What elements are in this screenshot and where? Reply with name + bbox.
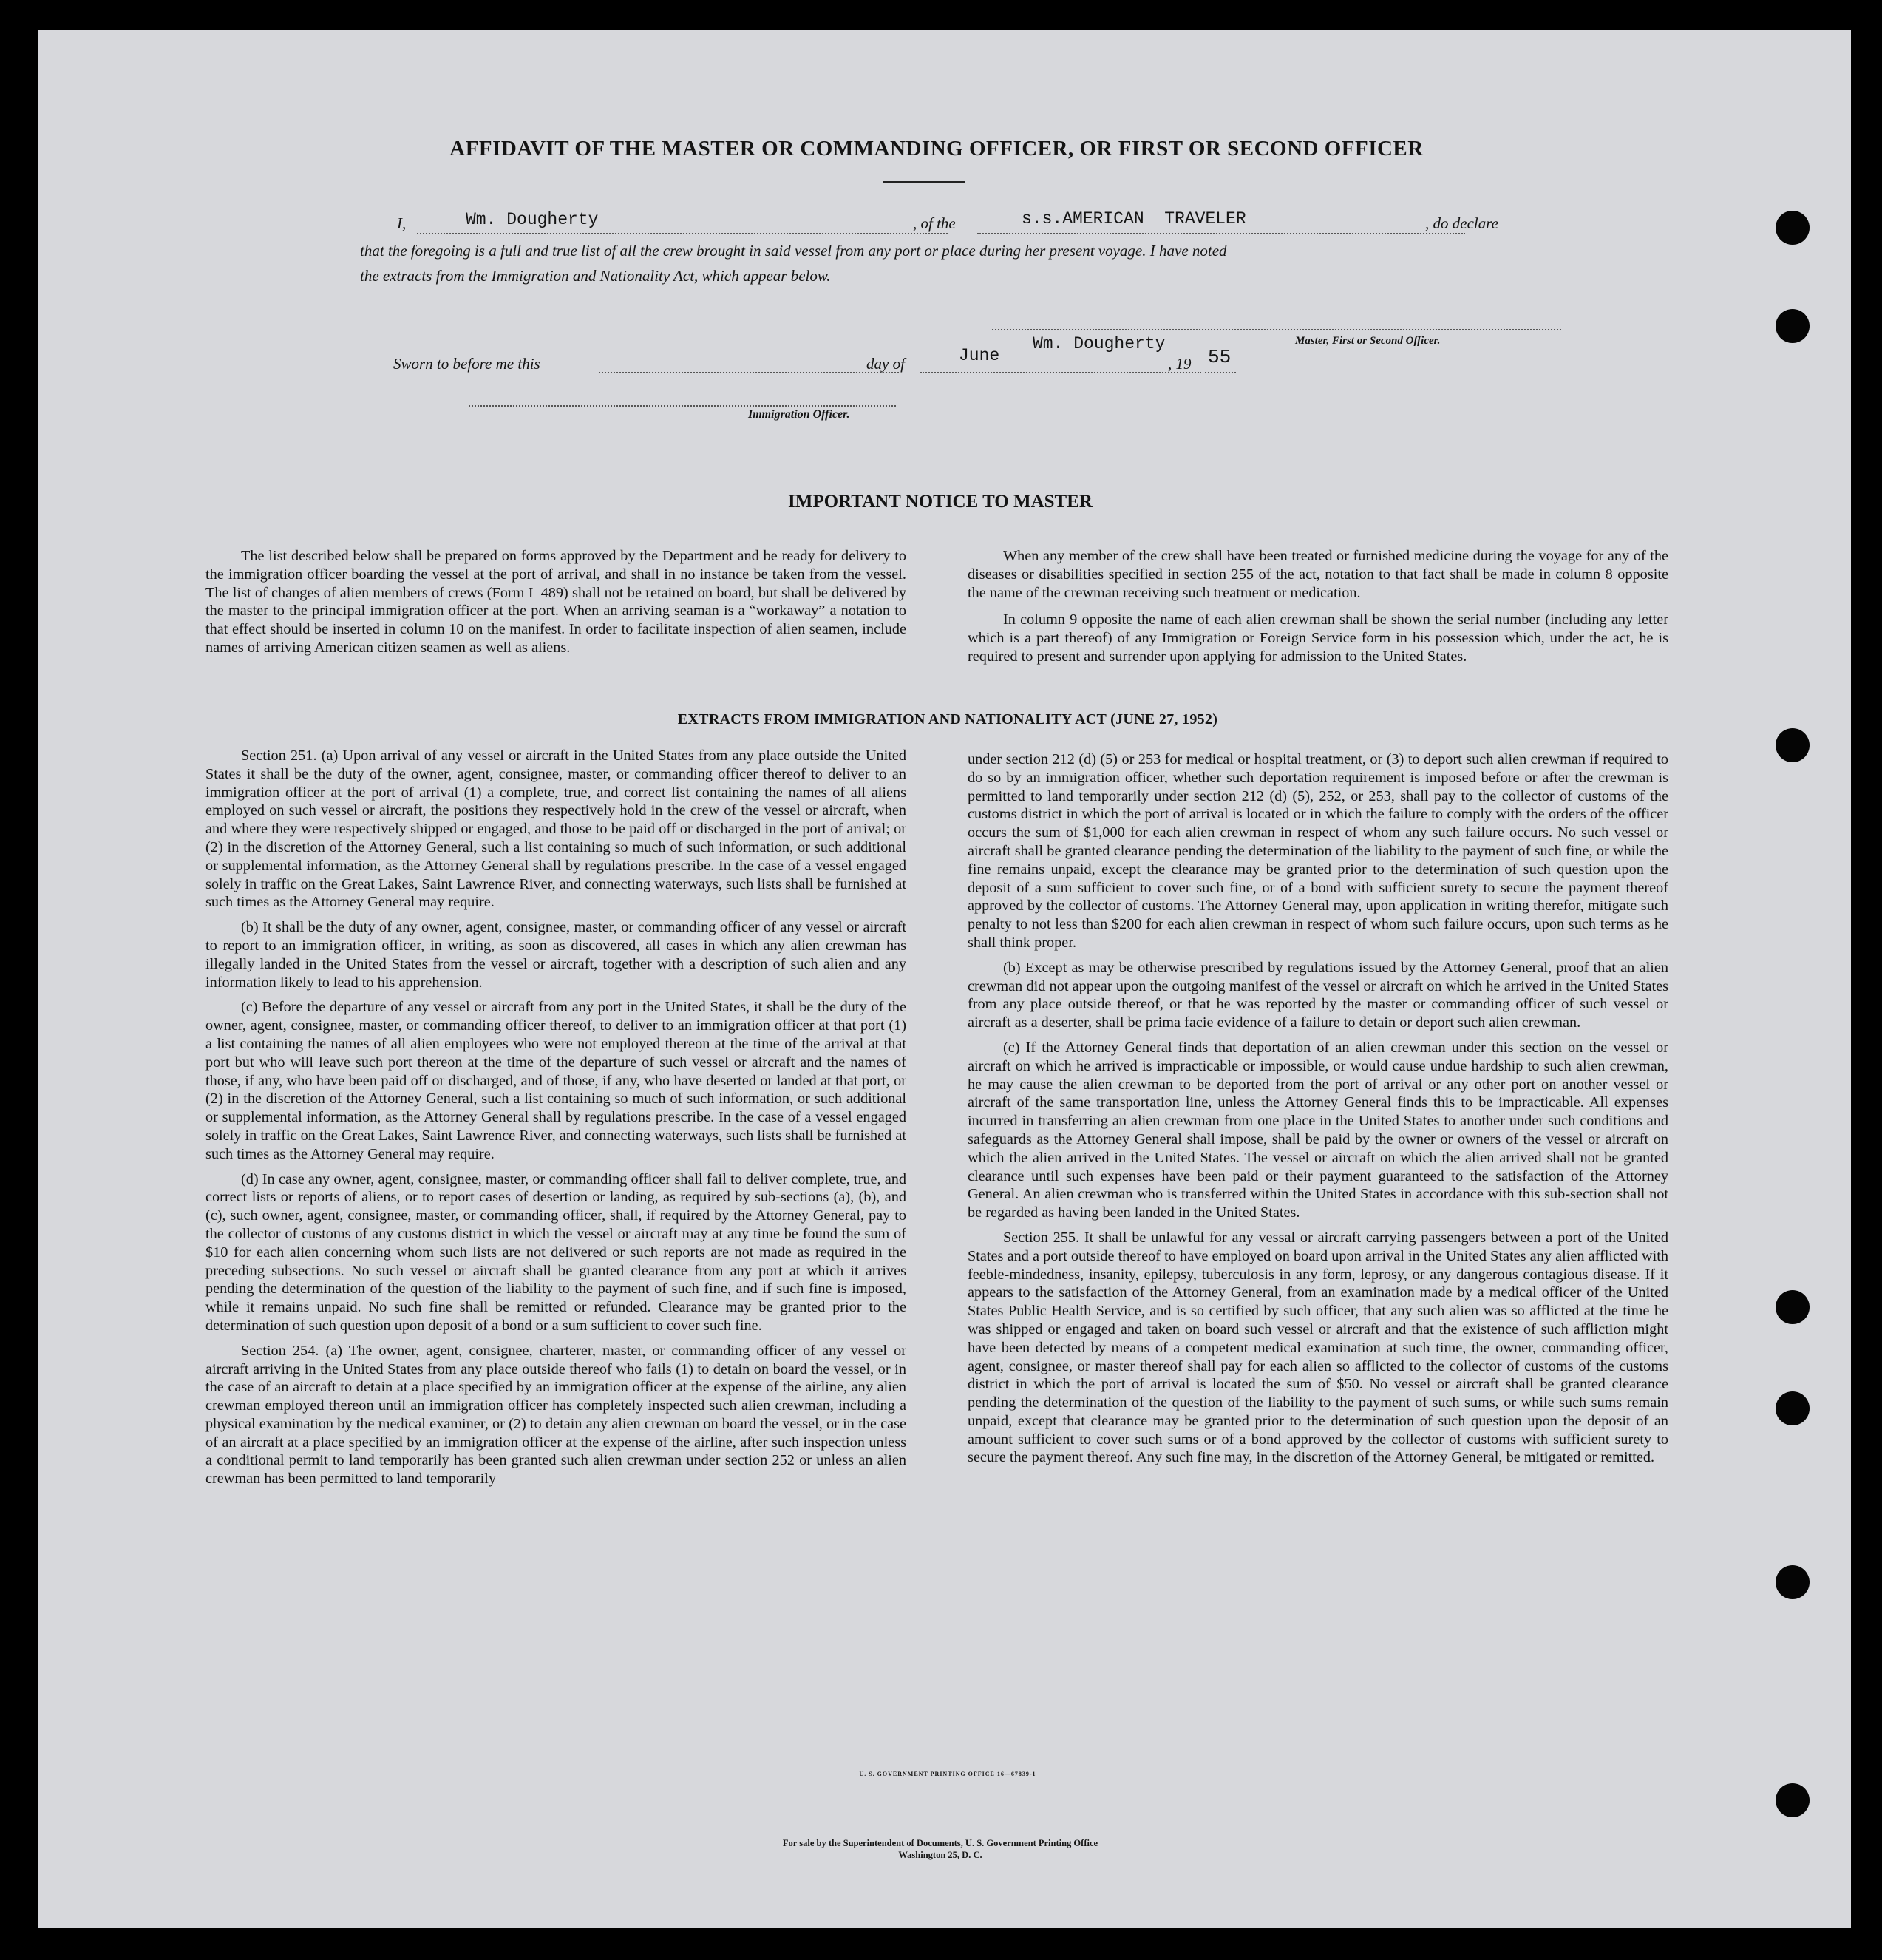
notice-title: IMPORTANT NOTICE TO MASTER xyxy=(788,492,1093,512)
sworn-day-field xyxy=(599,372,899,373)
section-251-d: (d) In case any owner, agent, consignee, master, or commanding officer shall fail to deliver complete, true, and correct lists or reports of aliens, or to report cases of desertion or landing, as required by sub-sections (a), (b), and (c), such owner, agent, consignee, master, or commanding officer, shall, if required by the Attorney General, pay to the collector of customs of any customs district in which the vessel or aircraft may at any time be found the sum of $10 for each alien concerning whom such lists are not delivered or such reports are not made as required in the preceding subsections. No such vessel or aircraft shall be granted clearance from any port at which it arrives pending the determination of the question of the liability to the payment of such fine, and if such fine is imposed, while it remains unpaid. No such fine shall be remitted or refunded. Clearance may be granted prior to the determination of such question upon deposit of a bond or a sum sufficient to cover such fine. xyxy=(205,1170,906,1334)
sale-line-1: For sale by the Superintendent of Documents, U. S. Government Printing Office xyxy=(782,1838,1098,1848)
immigration-officer-line xyxy=(469,405,896,407)
year-value: 55 xyxy=(1208,346,1232,368)
sale-notice xyxy=(38,1837,1842,1861)
officer-name-value: Wm. Dougherty xyxy=(466,210,599,229)
punch-hole xyxy=(1776,211,1810,245)
vessel-name-field xyxy=(977,233,1465,234)
section-254-c: (c) If the Attorney General finds that deportation of an alien crewman under this section on the vessel or aircraft on which he arrived is impracticable or impossible, or would cause undue hardship to such alien crewman, he may cause the alien crewman to be deported from the port of arrival or any other port on another vessel or aircraft of the same transportation line, unless the Attorney General finds this to be impracticable. All expenses incurred in transferring an alien crewman from one place in the United States to another under such conditions and safeguards as the Attorney General shall impose, shall be paid by the owner or owners of the vessel or aircraft on which the alien arrived in the United States. The vessel or aircraft on which the alien arrived shall not be granted clearance until such expenses have been paid or their payment guaranteed to the satisfaction of the Attorney General. An alien crewman who is transferred within the United States in accordance with this sub-section shall not be regarded as having been landed in the United States. xyxy=(968,1039,1668,1221)
notice-right-paragraph-1: When any member of the crew shall have been treated or furnished medicine during the voyage for any of the diseases or disabilities specified in section 255 of the act, notation to that fact shall be made in column 8 opposite the name of the crewman receiving such treatment or medication. xyxy=(968,548,1668,601)
section-251-a: Section 251. (a) Upon arrival of any vessel or aircraft in the United States from any place outside the United States it shall be the duty of the owner, agent, consignee, master, or commanding officer thereof to deliver to an immigration officer at the port of arrival (1) a complete, true, and correct list containing the names of all aliens employed on such vessel or aircraft, the positions they respectively hold in the crew of the vessel or aircraft, when and where they were respectively shipped or engaged, and those to be paid off or discharged in the port of arrival; or (2) in the discretion of the Attorney General, such a list containing so much of such information, or such additional or supplemental information, as the Attorney General shall by regulations prescribe. In the case of a vessel engaged solely in traffic on the Great Lakes, Saint Lawrence River, and connecting waterways, such lists shall be furnished at such times as the Attorney General may require. xyxy=(205,747,906,911)
vessel-name-value: s.s.AMERICAN TRAVELER xyxy=(1022,209,1246,228)
punch-hole xyxy=(1776,1565,1810,1599)
notice-right-paragraph-2: In column 9 opposite the name of each alien crewman shall be shown the serial number (including any letter which is a part thereof) of any Immigration or Foreign Service form in his possession which, under the act, he is required to present and surrender upon applying for admission to the United States. xyxy=(968,611,1668,665)
notice-left-paragraph: The list described below shall be prepared on forms approved by the Department and be ready for delivery to the immigration officer boarding the vessel at the port of arrival, and shall in no instance be taken from the vessel. The list of changes of alien members of crews (Form I–489) shall not be retained on board, but shall be delivered by the master to the principal immigration officer at the port. When an arriving seaman is a “workaway” a notation to that effect should be inserted in column 10 on the manifest. In order to facilitate inspection of alien seamen, include names of arriving American citizen seamen as well as aliens. xyxy=(205,548,906,656)
section-254-a-continued: under section 212 (d) (5) or 253 for medical or hospital treatment, or (3) to deport such alien crewman if required to do so by an immigration officer, whether such deportation requirement is imposed before or after the crewman is permitted to land temporarily under section 212 (d) (5), 252, or 253, shall pay to the collector of customs of the customs district in which the port of arrival is located or in which the failure to comply with the orders of the officer occurs the sum of $1,000 for each alien crewman in respect of whom any such failure occurs. No such vessel or aircraft shall be granted clearance pending the determination of the liability to the payment of such fine, or while the fine remains unpaid, except the clearance may be granted prior to the determination of such question upon the deposit of a sum sufficient to cover such fine, or of a bond with sufficient surety to secure the payment thereof approved by the collector of customs. The Attorney General may, upon application in writing therefor, mitigate such penalty to not less than $200 for each alien crewman in respect of whom such failure occurs, upon such terms as he shall think proper. xyxy=(968,751,1668,951)
extracts-left-column xyxy=(205,747,906,1495)
punch-hole xyxy=(1776,1783,1810,1817)
notice-left-column xyxy=(205,547,906,664)
month-field xyxy=(920,372,1201,373)
extracts-title: EXTRACTS FROM IMMIGRATION AND NATIONALITY ACT (JUNE 27, 1952) xyxy=(677,711,1218,728)
sale-line-2: Washington 25, D. C. xyxy=(898,1850,982,1860)
year-prefix: , 19 xyxy=(1168,355,1192,373)
affidavit-title: AFFIDAVIT OF THE MASTER OR COMMANDING OFFICER, OR FIRST OR SECOND OFFICER xyxy=(449,137,1424,160)
section-251-c: (c) Before the departure of any vessel or aircraft from any port in the United States, it shall be the duty of the owner, agent, consignee, master, or commanding officer thereof, to deliver to an immigration officer at that port (1) a list containing the names of all alien employees who were not employed thereon at the time of the arrival at that port but who will leave such port thereon at the time of the departure of such vessel or aircraft and the names of those, if any, who have been paid off or discharged, and of those, if any, who have deserted or landed at that port, or (2) in the discretion of the Attorney General, such a list containing so much of such information, or such additional or supplemental information, as the Attorney General shall by regulations prescribe. In the case of a vessel engaged solely in traffic on the Great Lakes, Saint Lawrence River, and connecting waterways, such lists shall be furnished at such times as the Attorney General may require. xyxy=(205,999,906,1162)
do-declare-label: , do declare xyxy=(1425,214,1498,232)
sworn-label: Sworn to before me this xyxy=(393,355,540,373)
punch-hole xyxy=(1776,728,1810,762)
signature-line xyxy=(992,329,1561,330)
signature-caption: Master, First or Second Officer. xyxy=(1295,335,1441,347)
punch-hole xyxy=(1776,309,1810,343)
affidavit-line-3: the extracts from the Immigration and Nationality Act, which appear below. xyxy=(360,267,831,285)
title-underline xyxy=(883,181,965,183)
punch-hole xyxy=(1776,1391,1810,1425)
punch-hole xyxy=(1776,1290,1810,1324)
month-value: June xyxy=(959,346,1000,365)
section-255: Section 255. It shall be unlawful for any vessal or aircraft carrying passengers between a port of the United States and a port outside thereof to have employed on board upon arrival in the United States any alien afflicted with feeble-mindedness, insanity, epilepsy, tuberculosis in any form, leprosy, or any dangerous contagious disease. If it appears to the satisfaction of the Attorney General, from an examination made by a medical officer of the United States Public Health Service, and is so certified by such officer, that any such alien was so afflicted at the time he was shipped or engaged and taken on board such vessel or aircraft and that the existence of such affliction might have been detected by means of a competent medical examination at such time, the owner, commanding officer, agent, consignee, or master thereof shall pay for each alien so afflicted to the collector of customs of the customs district in which the port of arrival is located the sum of $50. No vessel or aircraft shall be granted clearance pending the determination of the question of the liability to the payment of such sums, or while such sums remain unpaid, except that clearance may be granted prior to the determination of such question upon the deposit of an amount sufficient to cover such sums or of a bond approved by the collector of customs with sufficient surety to secure the payment thereof. Any such fine may, in the discretion of the Attorney General, be mitigated or remitted. xyxy=(968,1229,1668,1466)
officer-name-field xyxy=(417,233,948,234)
document-page xyxy=(38,30,1851,1928)
section-251-b: (b) It shall be the duty of any owner, agent, consignee, master, or commanding officer of any vessel or aircraft to report to an immigration officer, in writing, as soon as discovered, all cases in which any alien crewman has illegally landed in the United States from the vessel or aircraft, together with a description of such alien and any information likely to lead to his apprehension. xyxy=(205,919,906,991)
year-field xyxy=(1205,372,1236,373)
notice-right-column xyxy=(968,547,1668,673)
of-the-label: , of the xyxy=(913,214,956,232)
immigration-officer-caption: Immigration Officer. xyxy=(748,408,850,421)
affidavit-line-2: that the foregoing is a full and true list of all the crew brought in said vessel from any port or place during her present voyage. I have noted xyxy=(360,242,1227,260)
day-of-label: day of xyxy=(866,355,905,373)
affidavit-i: I, xyxy=(397,214,407,232)
printer-line: U. S. GOVERNMENT PRINTING OFFICE 16—67839-1 xyxy=(859,1771,1036,1777)
signature-typed: Wm. Dougherty xyxy=(1033,334,1166,353)
section-254-b: (b) Except as may be otherwise prescribed by regulations issued by the Attorney General, proof that an alien crewman did not appear upon the outgoing manifest of the vessel or aircraft on which he arrived in the United States from any place outside thereof, or that he was reported by the master or commanding officer of such vessel or aircraft as a deserter, shall be prima facie evidence of a failure to detain or deport such alien crewman. xyxy=(968,959,1668,1031)
section-254-a: Section 254. (a) The owner, agent, consignee, charterer, master, or commanding officer of any vessel or aircraft arriving in the United States from any place outside thereof who fails (1) to detain on board the vessel, or in the case of an aircraft to detain at a place specified by an immigration officer at the expense of the airline, any alien crewman employed thereon until an immigration officer has completely inspected such alien crewman, including a physical examination by the medical examiner, or (2) to detain any alien crewman on board the vessel, or in the case of an aircraft at a place specified by an immigration officer at the expense of the airline, after such inspection unless a conditional permit to land temporarily has been granted such alien crewman under section 252 or unless an alien crewman has been permitted to land temporarily xyxy=(205,1342,906,1488)
extracts-right-column xyxy=(968,750,1668,1474)
